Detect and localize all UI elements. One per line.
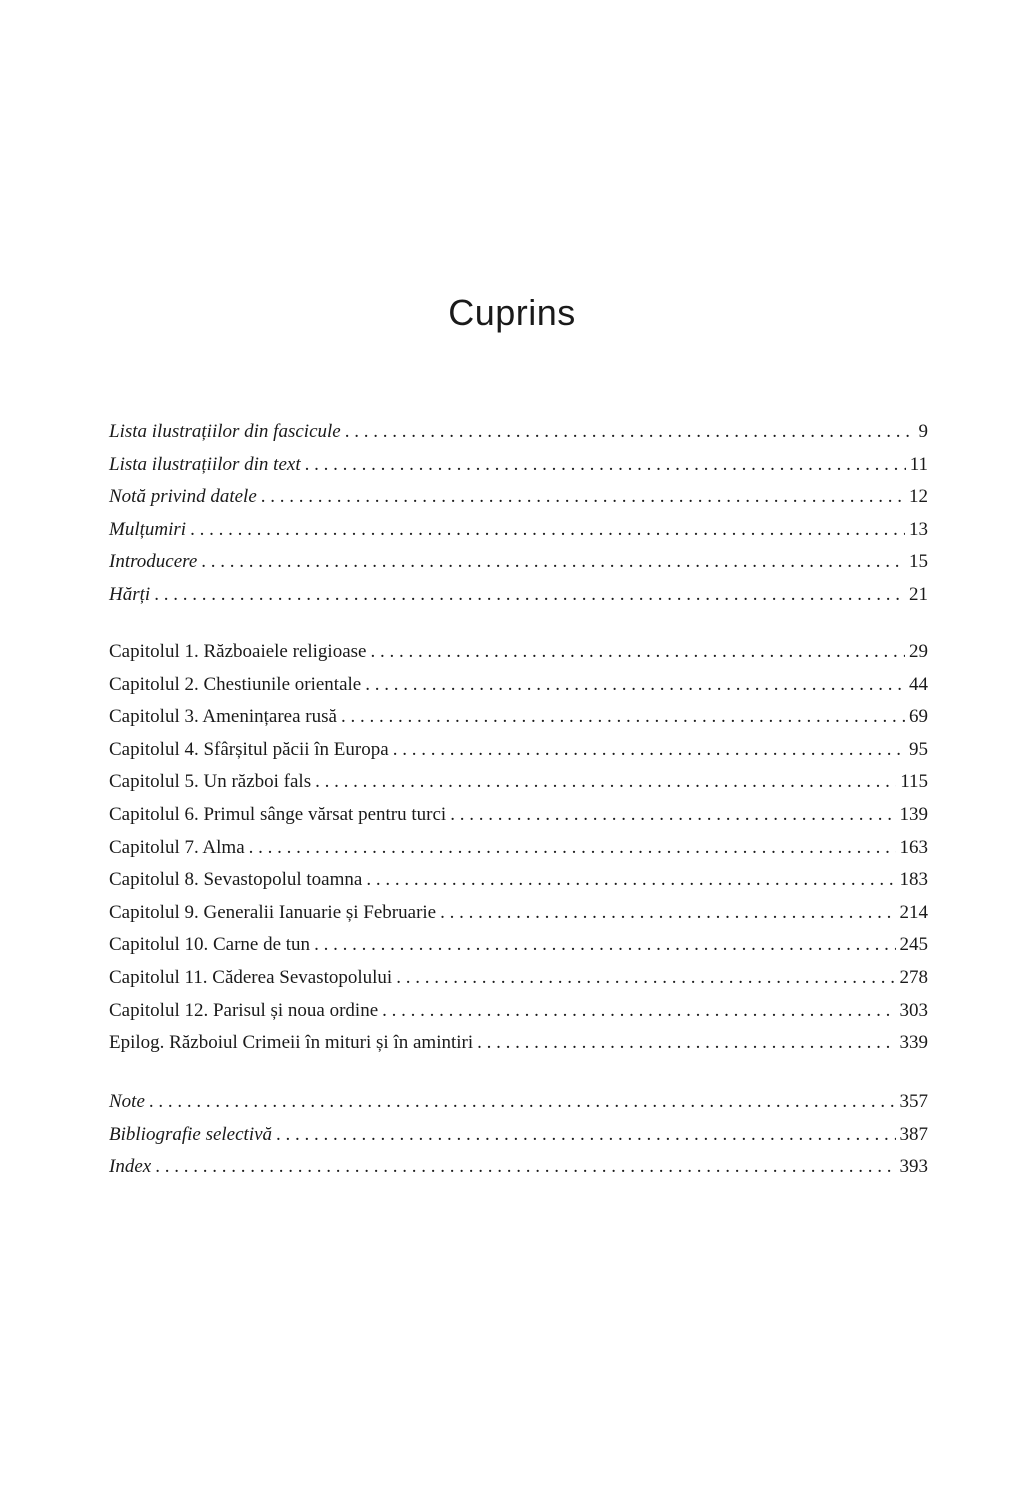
toc-entry-title: Note	[109, 1091, 145, 1112]
toc-entry-title: Bibliografie selectivă	[109, 1123, 273, 1145]
toc-entry-page: 183	[899, 869, 928, 891]
toc-chapters	[109, 636, 928, 1060]
toc-entry[interactable]	[109, 897, 928, 930]
toc-entry-page: 44	[909, 673, 928, 695]
dot-leader	[305, 449, 906, 482]
toc-entry-title: Capitolul 2. Chestiunile orientale	[109, 673, 362, 695]
toc-entry-title: Hărți	[109, 583, 151, 605]
toc-entry[interactable]	[109, 636, 928, 669]
dot-leader	[190, 514, 905, 547]
toc-entry[interactable]	[109, 864, 928, 897]
toc-entry-title: Lista ilustrațiilor din text	[109, 453, 301, 475]
dot-leader	[249, 832, 896, 865]
dot-leader	[393, 734, 905, 767]
toc-entry[interactable]	[109, 669, 928, 702]
toc-entry-title: Capitolul 6. Primul sânge vărsat pentru turci	[109, 803, 447, 825]
toc-entry-title: Mulțumiri	[109, 518, 187, 540]
toc-entry[interactable]	[109, 995, 928, 1028]
toc-entry[interactable]	[109, 1151, 928, 1184]
toc-entry-title: Capitolul 1. Războaiele religioase	[109, 641, 367, 662]
dot-leader	[366, 864, 895, 897]
toc-entry[interactable]	[109, 514, 928, 547]
toc-entry[interactable]	[109, 962, 928, 995]
toc-entry[interactable]	[109, 546, 928, 579]
toc-entry-page: 387	[899, 1123, 928, 1145]
toc-entry-title: Capitolul 3. Amenințarea rusă	[109, 706, 337, 728]
dot-leader	[315, 766, 896, 799]
toc-entry-page: 11	[909, 453, 928, 475]
dot-leader	[261, 481, 905, 514]
toc-entry-page: 21	[909, 583, 928, 605]
toc-entry-page: 95	[909, 738, 928, 760]
dot-leader	[314, 929, 895, 962]
dot-leader	[155, 1151, 895, 1184]
toc-entry-title: Lista ilustrațiilor din fascicule	[109, 421, 341, 442]
toc-entry-page: 29	[909, 641, 928, 662]
dot-leader	[382, 995, 895, 1028]
dot-leader	[201, 546, 905, 579]
toc-entry[interactable]	[109, 734, 928, 767]
dot-leader	[345, 416, 915, 449]
toc-entry-title: Capitolul 5. Un război fals	[109, 771, 312, 793]
dot-leader	[341, 701, 905, 734]
toc-entry-page: 163	[899, 836, 928, 858]
toc-entry[interactable]	[109, 799, 928, 832]
toc-entry-page: 139	[899, 803, 928, 825]
dot-leader	[440, 897, 895, 930]
toc-entry-page: 339	[899, 1032, 928, 1054]
toc-entry-title: Epilog. Războiul Crimeii în mituri și în amintiri	[109, 1032, 474, 1054]
toc-entry[interactable]	[109, 1086, 928, 1119]
toc-front-matter	[109, 416, 928, 612]
toc-entry-page: 303	[899, 999, 928, 1021]
toc-entry[interactable]	[109, 701, 928, 734]
toc-entry-title: Capitolul 12. Parisul și noua ordine	[109, 999, 379, 1021]
page-title: Cuprins	[448, 292, 576, 333]
toc-entry-page: 278	[899, 966, 928, 988]
toc-entry[interactable]	[109, 766, 928, 799]
toc-entry-page: 214	[899, 901, 928, 923]
toc-entry-page: 393	[899, 1156, 928, 1178]
toc-entry[interactable]	[109, 449, 928, 482]
toc-entry-title: Index	[109, 1156, 152, 1178]
dot-leader	[450, 799, 895, 832]
toc-entry-title: Capitolul 10. Carne de tun	[109, 934, 311, 956]
toc-entry-title: Capitolul 9. Generalii Ianuarie și Februarie	[109, 901, 437, 923]
toc-entry[interactable]	[109, 832, 928, 865]
toc-entry-title: Capitolul 4. Sfârșitul păcii în Europa	[109, 738, 389, 760]
toc-entry-page: 9	[918, 421, 928, 442]
toc-entry-page: 13	[909, 518, 928, 540]
toc-back-matter	[109, 1086, 928, 1184]
toc-entry-title: Notă privind datele	[109, 486, 257, 508]
toc-entry-page: 15	[909, 551, 928, 573]
dot-leader	[477, 1027, 895, 1060]
toc-entry[interactable]	[109, 481, 928, 514]
toc-entry-page: 115	[900, 771, 928, 793]
toc-entry-title: Capitolul 8. Sevastopolul toamna	[109, 869, 363, 891]
toc-entry[interactable]	[109, 1027, 928, 1060]
dot-leader	[154, 579, 905, 612]
dot-leader	[370, 636, 905, 669]
toc-entry-page: 357	[899, 1091, 928, 1112]
toc-entry[interactable]	[109, 1119, 928, 1152]
toc-entry[interactable]	[109, 416, 928, 449]
dot-leader	[149, 1086, 896, 1119]
toc-entry-title: Introducere	[109, 551, 198, 573]
dot-leader	[396, 962, 895, 995]
dot-leader	[276, 1119, 895, 1152]
toc-entry-page: 69	[909, 706, 928, 728]
toc-entry-title: Capitolul 11. Căderea Sevastopolului	[109, 966, 393, 988]
toc-entry[interactable]	[109, 579, 928, 612]
toc-entry[interactable]	[109, 929, 928, 962]
toc-entry-page: 245	[899, 934, 928, 956]
toc-entry-page: 12	[909, 486, 928, 508]
dot-leader	[365, 669, 905, 702]
toc-entry-title: Capitolul 7. Alma	[109, 836, 245, 858]
